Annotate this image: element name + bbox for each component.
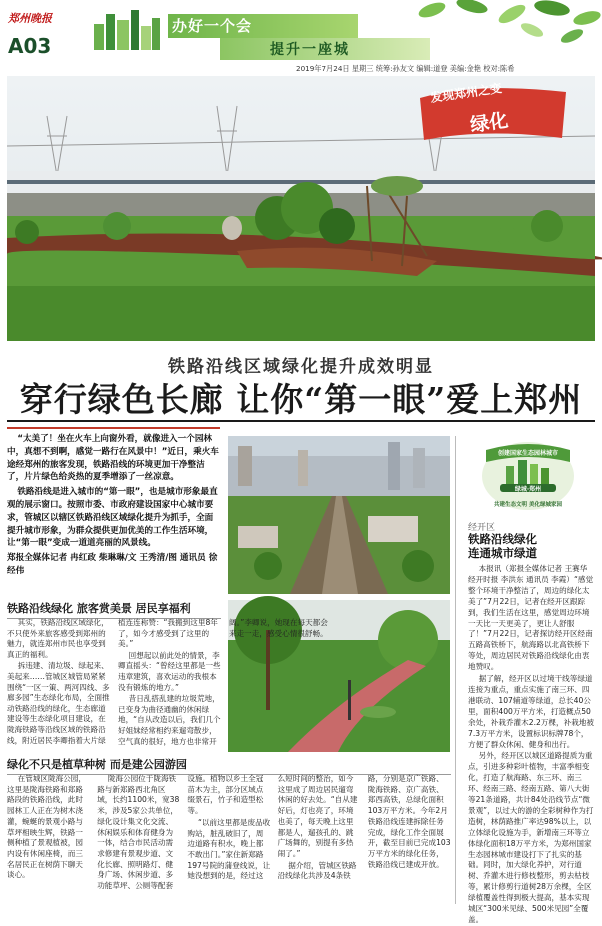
byline: 郑报全媒体记者 冉红政 柴琳琳/文 王秀清/图 通讯员 徐经伟 xyxy=(7,553,218,576)
district-tag: 经开区 xyxy=(468,523,496,533)
hero-badge-text xyxy=(416,80,570,142)
banner-line-1: 办好一个会 xyxy=(172,17,253,35)
issue-meta: 2019年7月24日 星期三 统筹:孙友文 编辑:道登 美编:金艳 校对:陈希 xyxy=(296,64,515,73)
paragraph: 拆违建、清垃圾、绿起来、美起来……管城区城管局紧紧围绕“一区一策、两河四线、多廊多园”生态绿化布局，全面推动铁路沿线的绿化，生态廊道建设等生态绿化项目建设，在陇海铁路等沿线区域的铁路沿线，附近居民李卿指着大片绿植连连称赞：“我搬到这里8年了，如今才感受到了这里的美。” xyxy=(7,618,218,745)
page-number: A03 xyxy=(8,34,52,58)
aerial-railway-photo xyxy=(228,436,450,594)
paragraph: 另外，经开区以城区道路提质为重点，引进多种彩叶植物，丰富季相变化，打造了航海路、东三环、南三环、经南三路、经南五路、第八大街等21条道路，共计84处沿线节点“微景观”，以过大的游的全彩树种作为打造树，林荫路推广率达98%以上，以立体绿化设施为手，新增南三环等立体绿化面积18万平方米，为郑州国家生态园林城市建设打下了扎实的基础。同时，加大绿化养护，对行道树、乔灌木进行修枝整形，剪去枯枝等，累计修剪行道树28万余棵，全区绿植覆盖性得到极大提高，基本实现城区“300米见绿、500米见园”全覆盖。 xyxy=(468,751,594,924)
hero-badge-line-2: 绿化 xyxy=(468,109,510,137)
eco-city-badge xyxy=(478,436,578,516)
banner-line-2: 提升一座城 xyxy=(270,42,350,58)
paragraph: 本报讯（郑报全媒体记者 王赛华 经开时报 李洪东 通讯员 李霞）“感觉整个环境干净整洁了，周边的绿化太美了”7月22日，记者在经开区跟踪到，我们生活在这里，感觉周边环境一天比一天更美了，更让人舒服了！”7月22日，记者探访经开区经南五路高铁桥下，航海路以北高铁桥下等处，周边居民对铁路沿线绿化由衷地赞叹。 xyxy=(468,564,594,672)
lead-paragraph: 铁路沿线是进入城市的“第一眼”，也是城市形象最直观的展示窗口。按照市委、市政府建设国家中心城市要求，管城区以辖区铁路沿线区域绿化提升为抓手，全面提升城市形象，为群众提供更加优美的工作生活环境，让“第一眼”变成一道道亮丽的风景线。 xyxy=(7,487,218,549)
badge-center-text: 绿城·郑州 xyxy=(514,486,542,493)
sidebar-article xyxy=(458,436,595,924)
article-subheadline: 铁路沿线区域绿化提升成效明显 xyxy=(168,357,434,377)
headline-rule xyxy=(7,420,595,422)
paragraph: 昔日乱搭乱建的垃圾荒地，已变身为曲径通幽的休闲绿地，“自从改造以后，我们几个好姐妹经常相约来遛弯散步，空气真的很好，地方也非常开阔。”李卿说，她现在每天都会来走一走，感受心情很舒畅。 xyxy=(118,618,328,746)
paragraph: 回想起以前此处的情景，李卿直摇头：“曾经这里都是一些违章建筑，喜欢运动的我根本没有锻炼的地方。” xyxy=(118,650,221,692)
paragraph: 陇海公园位于陇海铁路与新郑路西北角区域，长约1100米，宽38米，涉及5家公共单位，绿化设计集文化交流、休闲娱乐和体育健身为一体，结合市民活动需求修建有景观步道、文化长廊、照明路灯、健身广场、休闲步道、多功能草坪、公厕等配套设施。植物以乡土全冠苗木为主，部分区域点缀景石，竹子和造型松等。 xyxy=(97,774,264,891)
article-lead xyxy=(7,427,220,597)
section-2-title: 绿化不只是植草种树 而是建公园游园 xyxy=(7,756,451,775)
page-header xyxy=(0,0,602,73)
badge-bottom-text: 共建生态文明 美化绿城家园 xyxy=(494,502,562,508)
sidebar-body xyxy=(468,564,594,924)
paragraph: 据了解，经开区以过境干线等绿道连接为重点，重点实施了南三环、四港联动、107辅道等绿道，总长40公里，面积400万平方米，打造概点50余处，补栽乔灌木2.2万棵，补栽地被7.3万平方米，设置标识标牌78个，方便了群众休闲、健身和出行。 xyxy=(468,674,594,749)
hero-badge-line-1: 发现郑州之变 xyxy=(429,81,503,105)
lead-paragraph: “太美了！坐在火车上向窗外看，就像进入一个园林中，真想不到啊，感觉一路行在风景中！”近日，乘火车途经郑州的旅客发现，铁路沿线的环境更加干净整洁了，片片绿色给炎热的夏季增添了一丝凉意。 xyxy=(7,434,219,483)
leaves-decoration-icon xyxy=(402,0,602,46)
newspaper-logo: 郑州晚报 xyxy=(8,12,52,25)
section-2-body xyxy=(7,774,451,906)
paragraph: 据介绍，管城区铁路沿线绿化共涉及4条铁路，分别是京广铁路、陇海铁路、京广高铁、郑西高铁，总绿化面积103万平方米。今年2月铁路沿线连建拆除任务完成，绿化工作全面展开，截至目前已完成103万平方米的绿化任务，铁路沿线已建成开放。 xyxy=(277,774,451,881)
paragraph: 在管城区陇海公园，这里是陇海铁路和郑路路段的铁路沿线，此时园林工人正在为树木浇灌，蜿蜒的景观小路与草坪相映生辉，铁路一侧种植了景观植被，园内设有休闲座椅，而三名居民正在树荫下聊天谈心。 xyxy=(7,774,86,880)
sidebar-title: 铁路沿线绿化 连通城市绿道 xyxy=(468,532,537,560)
paragraph: “以前这里都是废品收购站，脏乱破旧了，周边道路有积水，晚上都不敢出门。”家住新郑路197号院的蒲登线说，让她没想到的是，经过这么短时间的整治，如今这里成了周边居民遛弯休闲的好去处。“自从建好后，灯也亮了，环境也美了，每天晚上这里都是人，遛孩孔的、跳广场舞的，别提有多热闹了。” xyxy=(187,774,358,881)
section-1-body xyxy=(7,618,328,750)
paragraph: 其实，铁路沿线区域绿化，不只使外来旅客感受到郑州的魅力，就连郑州市民也享受到真正的福利。 xyxy=(7,618,109,659)
section-1-title: 铁路沿线绿化 旅客赏美景 居民享福利 xyxy=(7,600,221,619)
column-divider xyxy=(455,436,456,904)
article-headline: 穿行绿色长廊 让你“第一眼”爱上郑州 xyxy=(19,380,583,419)
badge-top-text: 创建国家生态园林城市 xyxy=(497,450,558,457)
city-skyline-icon xyxy=(92,8,162,50)
